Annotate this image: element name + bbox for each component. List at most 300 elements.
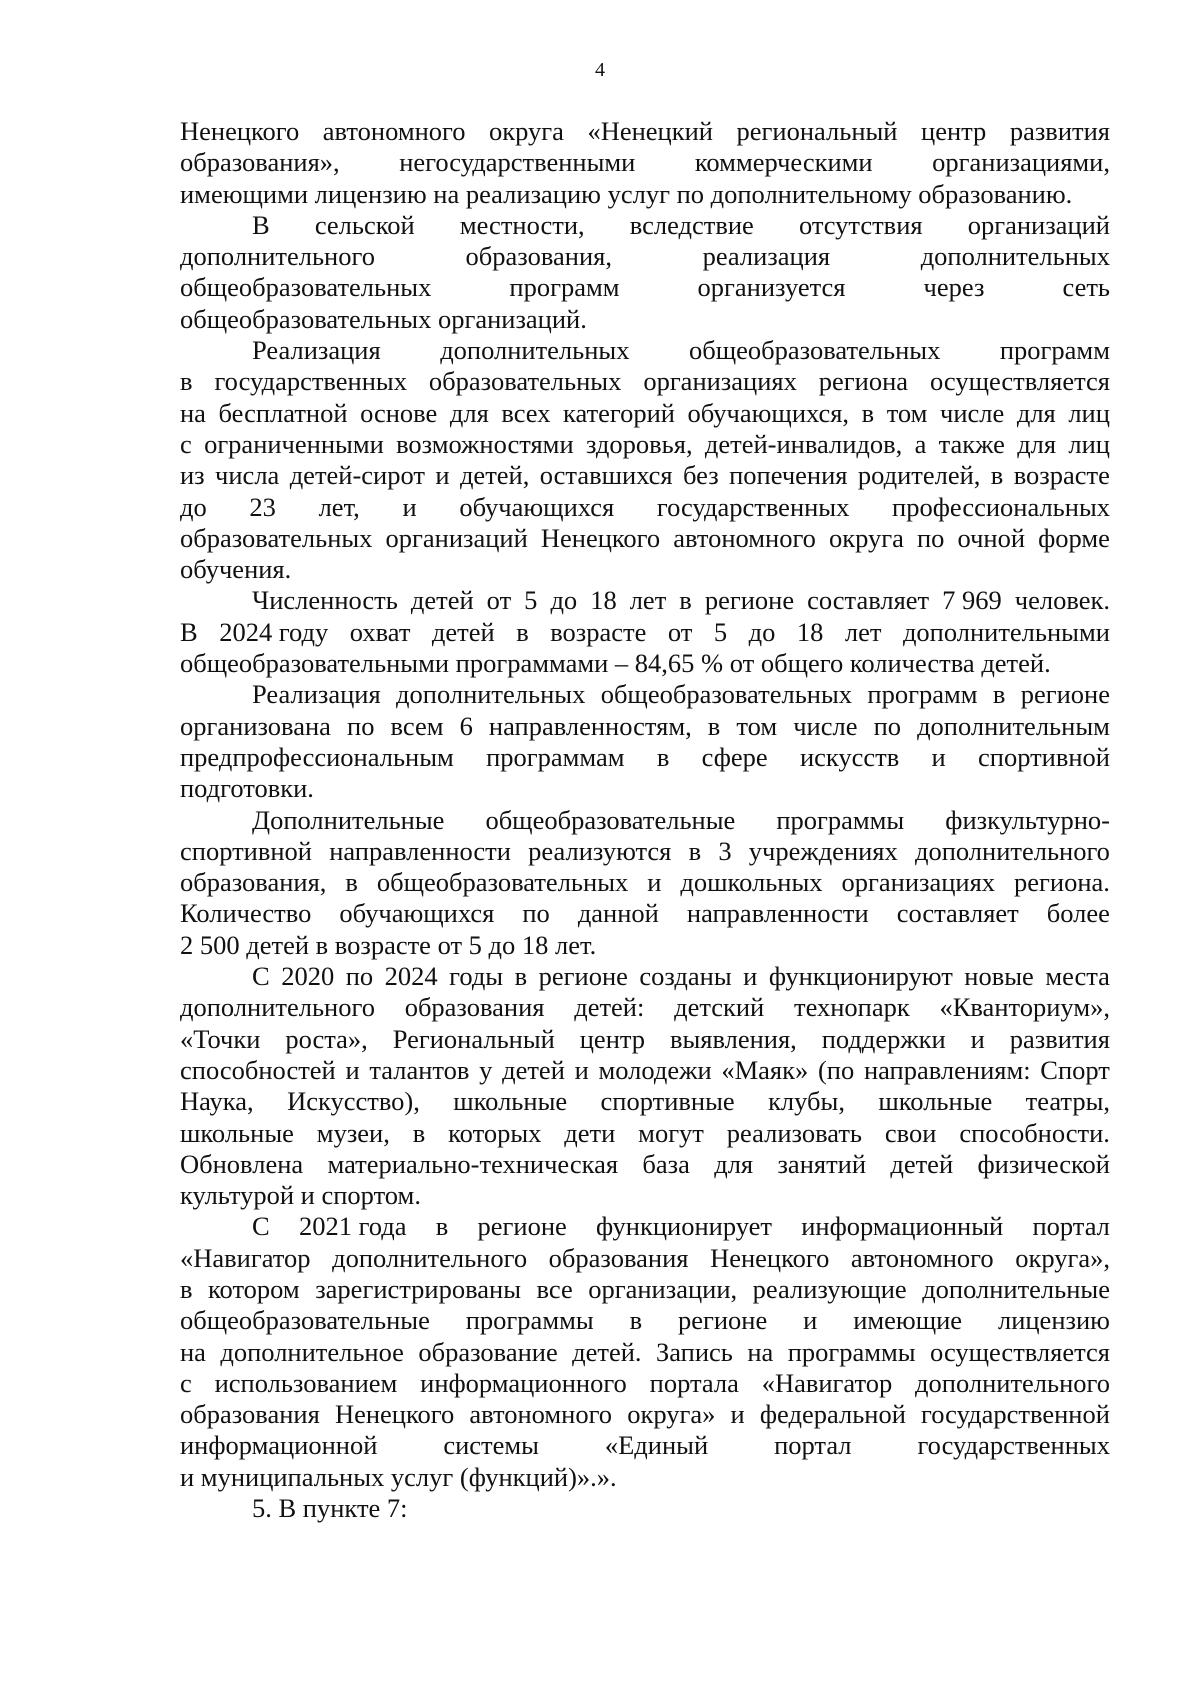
word: образования <box>548 1242 689 1273</box>
word: округа <box>828 522 904 553</box>
word: и <box>803 1305 818 1336</box>
word: созданы <box>639 961 732 992</box>
word: до <box>550 585 578 616</box>
word: «Маяк» <box>721 1054 809 1085</box>
word: «Точки <box>180 1023 261 1054</box>
word: Запись <box>655 1336 733 1367</box>
word: программ <box>509 272 620 303</box>
word: реализующие <box>752 1273 907 1304</box>
word: попечения <box>729 460 848 491</box>
word: база <box>642 1148 690 1179</box>
word: по <box>522 898 550 929</box>
text-line <box>180 304 1110 335</box>
word: развития <box>1009 116 1110 146</box>
word: организациями, <box>932 147 1110 178</box>
word: образования <box>404 992 545 1023</box>
word: клубы, <box>768 1086 845 1117</box>
word: технопарк <box>793 992 910 1023</box>
word: детей. <box>572 1336 642 1367</box>
word: регионе <box>1020 679 1110 710</box>
word: могут <box>638 1117 704 1148</box>
word: Искусство), <box>287 1086 420 1117</box>
word: региональный <box>736 116 898 146</box>
word: автономного <box>469 1399 613 1430</box>
word: роста», <box>285 1023 368 1054</box>
word: от <box>667 616 693 647</box>
word: 5. В пункте 7: <box>252 1493 408 1524</box>
word: лет <box>844 616 882 647</box>
word: общеобразовательных <box>689 335 941 366</box>
word: до <box>180 491 207 522</box>
word: также <box>938 428 1005 459</box>
word: направленности <box>686 898 869 929</box>
word: 2024 <box>384 961 438 992</box>
word: ограниченными <box>204 428 384 459</box>
word: реализовать <box>726 1117 863 1148</box>
word: числа <box>215 460 280 491</box>
word: для <box>449 397 489 428</box>
text-line <box>180 805 1110 836</box>
text-line <box>180 773 1110 804</box>
word: лет <box>629 585 667 616</box>
word: у <box>479 1054 493 1085</box>
text-line <box>180 147 1110 178</box>
word: детей: <box>574 992 645 1023</box>
word: в <box>992 679 1006 710</box>
word: 2020 <box>281 961 335 992</box>
word: оставшихся <box>539 460 673 491</box>
word: занятий <box>777 1148 867 1179</box>
word: очной <box>957 522 1026 553</box>
word: спортивной <box>978 741 1110 772</box>
text-line <box>180 992 1110 1023</box>
word: культурой и спортом. <box>180 1180 421 1211</box>
word: Ненецкого <box>334 1399 455 1430</box>
text-line <box>180 460 1110 491</box>
word: программ <box>999 335 1110 366</box>
word: имеющие <box>853 1305 963 1336</box>
word: информационного <box>420 1367 627 1398</box>
word: 6 <box>459 710 473 741</box>
word: С <box>252 1211 270 1242</box>
word: материально-техническая <box>327 1148 619 1179</box>
word: программы <box>776 804 905 835</box>
text-line <box>180 742 1110 773</box>
word: 23 <box>249 491 276 522</box>
text-line <box>180 366 1110 397</box>
word: 3 <box>718 835 732 866</box>
word: на <box>747 1336 774 1367</box>
word: регионе <box>677 1305 768 1336</box>
word: 5 <box>524 585 538 616</box>
word: для <box>1016 397 1056 428</box>
word: для <box>714 1148 754 1179</box>
word: дополнительного <box>914 835 1110 866</box>
word: здоровья, <box>585 428 693 459</box>
word: региона <box>818 366 909 397</box>
word: В <box>180 616 198 647</box>
word: общеобразовательных организаций. <box>180 303 587 334</box>
word: вследствие <box>629 209 754 240</box>
word: котором <box>208 1273 300 1304</box>
word: «Навигатор <box>180 1242 311 1273</box>
word: с <box>180 1367 192 1398</box>
word: организации, <box>588 1273 738 1304</box>
word: местности, <box>459 209 585 240</box>
word: сельской <box>314 209 415 240</box>
word: общеобразовательных <box>376 867 629 898</box>
word: обучения. <box>180 554 292 585</box>
word: дополнительные <box>922 1273 1110 1304</box>
text-line <box>180 335 1110 366</box>
word: предпрофессиональным <box>180 741 454 772</box>
word: образовательных <box>180 522 373 553</box>
word: всех <box>501 397 551 428</box>
word: направленностям, <box>488 710 692 741</box>
text-line <box>180 241 1110 272</box>
word: от <box>486 585 512 616</box>
word: в <box>629 1305 643 1336</box>
word: дополнительного <box>180 992 375 1023</box>
text-line <box>180 492 1110 523</box>
word: все <box>536 1273 573 1304</box>
word: талантов <box>369 1054 470 1085</box>
word: Численность <box>252 585 398 616</box>
word: детей <box>410 585 474 616</box>
text-line <box>180 1243 1110 1274</box>
word: более <box>1046 898 1110 929</box>
text-line <box>180 1462 1110 1493</box>
text-line <box>180 1055 1110 1086</box>
word: числе <box>940 397 1005 428</box>
word: информационной <box>180 1430 378 1461</box>
word: 2 500 детей в возрасте от 5 до 18 лет. <box>180 929 597 960</box>
word: программ <box>867 679 978 710</box>
word: общеобразовательные <box>180 1305 430 1336</box>
word: общеобразовательные <box>485 804 736 835</box>
word: организаций <box>967 209 1110 240</box>
word: организациях <box>643 366 797 397</box>
word: Наука, <box>180 1086 254 1117</box>
word: дополнительных <box>396 679 586 710</box>
word: спортивные <box>600 1086 735 1117</box>
word: автономного <box>850 1242 994 1273</box>
word: 18 <box>796 616 824 647</box>
word: образования, <box>180 867 327 898</box>
word: образовательных <box>428 366 622 397</box>
word: профессиональных <box>892 491 1110 522</box>
text-line <box>180 711 1110 742</box>
word: государственной <box>921 1399 1110 1430</box>
text-line <box>180 116 1110 147</box>
word: которых <box>448 1117 542 1148</box>
word: и <box>970 1023 985 1054</box>
word: «Навигатор <box>761 1367 893 1398</box>
word: направлениям: <box>863 1054 1031 1085</box>
word: по <box>347 710 375 741</box>
word: способностей <box>180 1054 336 1085</box>
word: портал <box>1032 1211 1110 1242</box>
word: системы <box>443 1430 539 1461</box>
word: общеобразовательных <box>180 272 432 303</box>
word: 2021 года <box>298 1211 407 1242</box>
word: портал <box>774 1430 852 1461</box>
word: составляет <box>896 898 1019 929</box>
word: по <box>345 961 374 992</box>
word: молодежи <box>598 1054 712 1085</box>
word: в <box>412 1117 426 1148</box>
word: 7 969 <box>942 585 1002 616</box>
word: детей-сирот <box>289 460 425 491</box>
word: и <box>402 491 417 522</box>
word: способности. <box>959 1117 1110 1148</box>
word: том <box>736 710 778 741</box>
word: дополнительными <box>902 616 1110 647</box>
word: детей-инвалидов, <box>704 428 903 459</box>
word: без <box>683 460 719 491</box>
word: и <box>435 460 450 491</box>
word: данной <box>577 898 659 929</box>
word: том <box>886 397 928 428</box>
word: и <box>743 961 758 992</box>
text-line <box>180 867 1110 898</box>
word: и <box>647 867 662 898</box>
word: дополнительных <box>440 335 630 366</box>
text-line <box>180 272 1110 303</box>
word: функционируют <box>768 961 953 992</box>
text-line <box>180 1180 1110 1211</box>
text-line <box>180 179 1110 210</box>
word: Ненецкого <box>180 116 300 146</box>
word: Региональный <box>392 1023 555 1054</box>
word: места <box>1045 961 1110 992</box>
word: в <box>688 835 702 866</box>
word: годы <box>449 961 504 992</box>
word: Количество <box>180 898 312 929</box>
word: программы <box>465 1305 594 1336</box>
word: лет, <box>318 491 360 522</box>
word: а <box>914 428 927 459</box>
word: регионе <box>477 1211 567 1242</box>
word: поддержки <box>821 1023 946 1054</box>
word: основе <box>360 397 438 428</box>
word: образования, <box>465 241 612 272</box>
word: из <box>180 460 205 491</box>
word: реализация <box>702 241 831 272</box>
word: детей <box>502 1054 565 1085</box>
word: категорий <box>563 397 675 428</box>
word: автономного <box>322 116 466 146</box>
word: человек. <box>1014 585 1110 616</box>
word: в <box>707 710 721 741</box>
word: «Единый <box>604 1430 709 1461</box>
word: обучающихся <box>459 491 615 522</box>
text-line <box>180 836 1110 867</box>
word: школьные <box>180 1117 294 1148</box>
word: дошкольных <box>680 867 823 898</box>
word: 18 <box>590 585 617 616</box>
text-line <box>180 648 1110 679</box>
word: В <box>252 209 270 240</box>
word: образования», <box>180 147 340 178</box>
word: числе <box>793 710 858 741</box>
word: и <box>931 741 946 772</box>
word: бесплатной <box>218 397 348 428</box>
word: на <box>180 1336 206 1367</box>
text-line <box>180 523 1110 554</box>
word: всем <box>390 710 444 741</box>
word: общеобразовательными программами – 84,65 % от общего количества детей. <box>180 648 1051 679</box>
word: организована <box>180 710 331 741</box>
word: в <box>180 366 193 397</box>
word: свои <box>884 1117 937 1148</box>
word: спортивной <box>180 835 312 866</box>
word: «Ненецкий <box>587 116 713 146</box>
word: округа <box>489 116 564 146</box>
text-line <box>180 617 1110 648</box>
word: в <box>679 585 692 616</box>
word: лиц <box>1068 428 1110 459</box>
word: охват <box>349 616 411 647</box>
page-number: 4 <box>595 59 605 81</box>
word: через <box>923 272 985 303</box>
word: дополнительное <box>220 1336 404 1367</box>
word: сфере <box>701 741 768 772</box>
word: организациях <box>841 867 996 898</box>
text-line <box>180 679 1110 710</box>
text-line <box>180 1118 1110 1149</box>
text-line <box>180 1493 1110 1524</box>
word: С <box>252 961 270 992</box>
word: обучающихся <box>339 898 495 929</box>
word: дополнительного <box>332 1242 528 1273</box>
word: физической <box>977 1148 1110 1179</box>
word: детей <box>431 616 495 647</box>
word: по <box>916 522 945 553</box>
word: с <box>180 428 192 459</box>
word: дополнительного <box>180 241 375 272</box>
word: возрасте <box>1013 460 1110 491</box>
text-line <box>180 398 1110 429</box>
text-line <box>180 1430 1110 1461</box>
word: автономного <box>673 522 816 553</box>
word: Спорт <box>1040 1054 1110 1085</box>
word: Обновлена <box>180 1148 304 1179</box>
text-line <box>180 961 1110 992</box>
text-line <box>180 1086 1110 1117</box>
text-line <box>180 585 1110 616</box>
text-line <box>180 1337 1110 1368</box>
word: коммерческими <box>694 147 873 178</box>
word: использованием <box>214 1367 398 1398</box>
word: государственных <box>917 1430 1110 1461</box>
text-line <box>180 898 1110 929</box>
word: новые <box>964 961 1034 992</box>
word: отсутствия <box>798 209 923 240</box>
word: округа» <box>627 1399 716 1430</box>
text-line <box>180 1368 1110 1399</box>
word: в <box>514 961 528 992</box>
word: осуществляется <box>930 366 1110 397</box>
text-line <box>180 1211 1110 1242</box>
word: программам <box>486 741 625 772</box>
word: физкультурно- <box>945 804 1110 835</box>
word: искусств <box>799 741 900 772</box>
word: Ненецкого <box>540 522 661 553</box>
word: организаций <box>385 522 528 553</box>
word: обучающихся, <box>687 397 850 428</box>
text-line <box>180 1274 1110 1305</box>
word: сеть <box>1062 272 1110 303</box>
word: для <box>1017 428 1057 459</box>
word: дополнительных <box>920 241 1110 272</box>
word: организуется <box>697 272 846 303</box>
word: и <box>574 1054 589 1085</box>
word: Реализация <box>252 679 381 710</box>
word: возможностями <box>396 428 574 459</box>
word: в <box>180 1273 193 1304</box>
word: выявления, <box>669 1023 797 1054</box>
word: образование <box>418 1336 558 1367</box>
word: портала <box>649 1367 739 1398</box>
word: лиц <box>1068 397 1110 428</box>
word: дополнительным <box>917 710 1110 741</box>
word: составляет <box>807 585 930 616</box>
word: детей <box>890 1148 954 1179</box>
word: округа», <box>1015 1242 1110 1273</box>
word: развития <box>1009 1023 1110 1054</box>
word: «Кванториум», <box>939 992 1110 1023</box>
word: в <box>345 867 358 898</box>
word: в <box>435 1211 449 1242</box>
word: форме <box>1038 522 1110 553</box>
text-line <box>180 930 1110 961</box>
word: зарегистрированы <box>315 1273 522 1304</box>
word: регионе <box>538 961 628 992</box>
word: регионе <box>704 585 795 616</box>
word: на <box>180 397 206 428</box>
word: региона. <box>1014 867 1110 898</box>
word: лицензию <box>997 1305 1110 1336</box>
word: подготовки. <box>180 773 314 804</box>
word: Реализация <box>252 335 381 366</box>
word: Дополнительные <box>252 804 445 835</box>
word: реализуются <box>528 835 672 866</box>
word: федеральной <box>759 1399 906 1430</box>
word: центр <box>921 116 987 146</box>
word: негосударственными <box>399 147 636 178</box>
word: центр <box>579 1023 646 1054</box>
word: (по <box>817 1054 855 1085</box>
word: имеющими лицензию на реализацию услуг по дополнительному образованию. <box>180 178 1073 209</box>
word: информационный <box>801 1211 1004 1242</box>
word: осуществляется <box>930 1336 1110 1367</box>
text-line <box>180 1024 1110 1055</box>
text-line <box>180 1149 1110 1180</box>
word: детский <box>674 992 765 1023</box>
word: дети <box>564 1117 616 1148</box>
word: детей, <box>459 460 530 491</box>
word: программы <box>787 1336 916 1367</box>
word: музеи, <box>316 1117 390 1148</box>
word: 5 <box>713 616 728 647</box>
word: в <box>516 616 529 647</box>
word: в <box>656 741 670 772</box>
word: дополнительного <box>915 1367 1110 1398</box>
word: родителей, <box>857 460 981 491</box>
word: учреждениях <box>748 835 898 866</box>
text-line <box>180 1305 1110 1336</box>
